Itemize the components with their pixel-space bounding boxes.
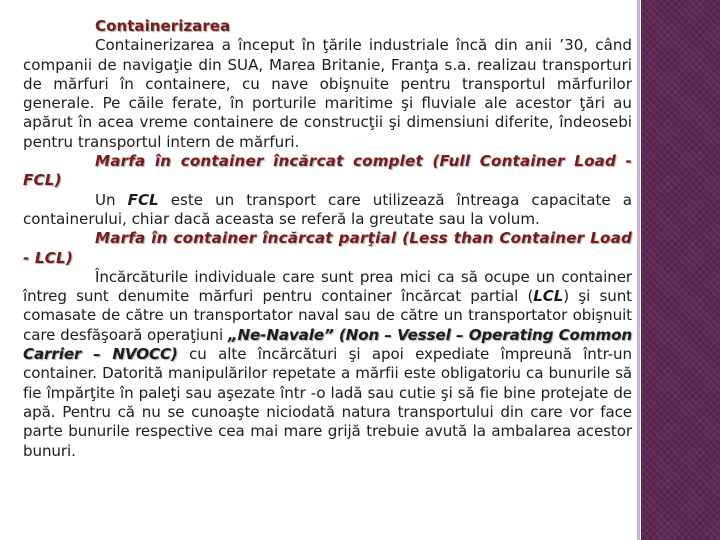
slide-body	[23, 17, 632, 461]
lcl-abbr: LCL	[533, 287, 564, 306]
intro-paragraph: Containerizarea a început în ţările industriale încă din anii ’30, când companii de navigaţie din SUA, Marea Britanie, Franţa s.a. realizau transporturi de mărfuri în containere, cu nave obişnuite pentru transportul mărfurilor generale. Pe căile ferate, în porturile maritime şi fluviale ale acestor ţări au apărut în acea vreme containere de construcţii şi dimensiuni diferite, îndeosebi pentru transportul intern de mărfuri.	[23, 36, 632, 151]
decorative-side-panel	[641, 0, 720, 540]
slide-title-line	[23, 17, 632, 36]
fcl-abbr: FCL	[127, 190, 159, 209]
lcl-heading: Marfa în container încărcat parţial (Less than Container Load - LCL)	[23, 229, 632, 267]
lcl-text-1: Încărcăturile individuale care sunt prea mici ca să ocupe un container întreg sunt denumite mărfuri pentru container încărcat partial (	[23, 267, 632, 306]
fcl-paragraph	[23, 191, 632, 230]
slide-title: Containerizarea	[95, 17, 231, 35]
lcl-text-2: ) şi sunt comasate de către un transportator naval sau de către un transportator obişnuit care desfăşoară operaţiuni	[23, 287, 632, 344]
side-divider	[637, 0, 640, 540]
lcl-text-3: cu alte încărcături şi apoi expediate împreună într-un container. Datorită manipulărilor repetate a mărfii este obligatoriu ca bunurile să fie împărţite în paleţi sau aşezate într -o ladă sau cutie şi să fie bine protejate de apă. Pentru că nu se cunoaşte niciodată natura transportului din care vor face parte bunurile respective cea mai mare grijă trebuie avută la ambalarea acestor bunuri.	[23, 345, 632, 460]
fcl-heading-line	[23, 152, 632, 191]
fcl-text-after: este un transport care utilizează întreaga capacitate a containerului, chiar dacă aceasta se referă la greutate sau la volum.	[23, 190, 632, 228]
fcl-heading: Marfa în container încărcat complet (Full Container Load - FCL)	[23, 152, 632, 190]
lcl-paragraph	[23, 268, 632, 461]
nvocc-term: „Ne-Navale” (Non – Vessel – Operating Common Carrier – NVOCC)	[23, 325, 632, 364]
fcl-text-before: Un	[95, 190, 116, 209]
lcl-heading-line	[23, 229, 632, 268]
